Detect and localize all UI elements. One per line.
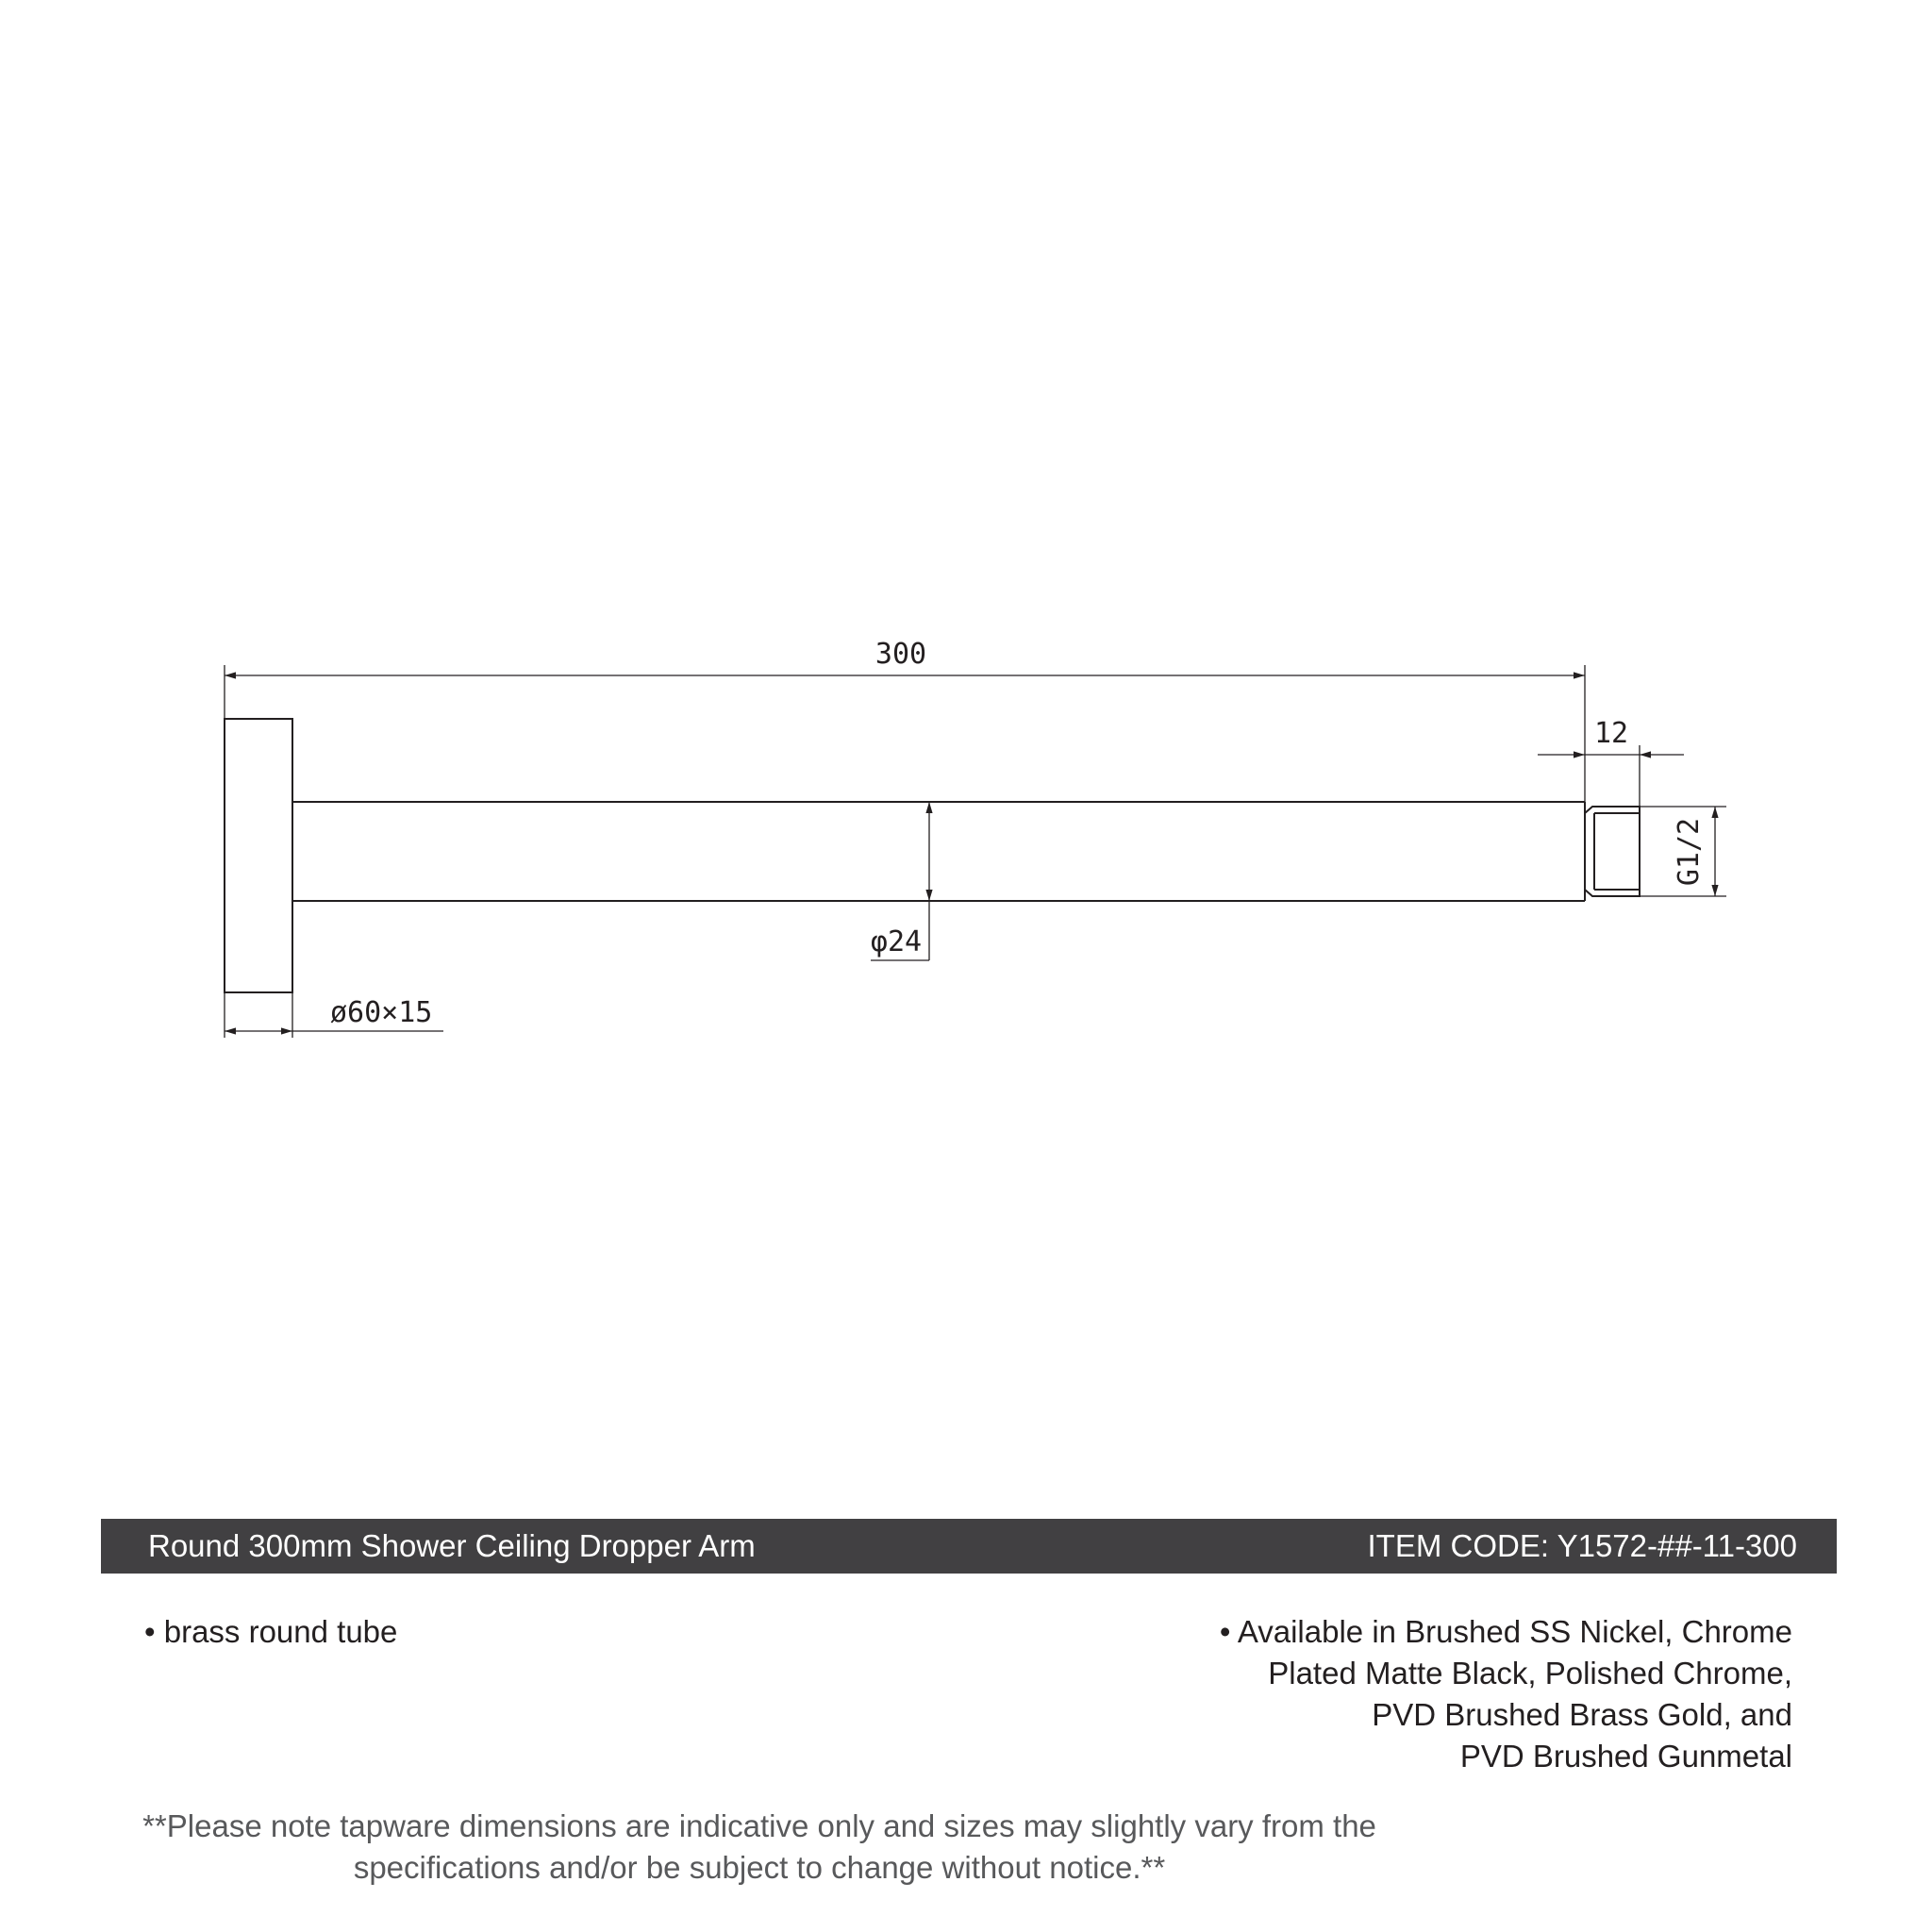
disclaimer-line: specifications and/or be subject to change without notice.** (353, 1850, 1166, 1885)
disclaimer (142, 1806, 1377, 1889)
tube-diameter-label: φ24 (870, 925, 923, 958)
thread-outline (1585, 807, 1640, 896)
thread-length-label: 12 (1593, 717, 1629, 750)
finish-line: • Available in Brushed SS Nickel, Chrome (1219, 1614, 1792, 1649)
finish-availability (1132, 1611, 1792, 1777)
flange-label: ø60×15 (330, 996, 433, 1029)
thread-size-label: G1/2 (1673, 817, 1706, 887)
length-label: 300 (874, 638, 927, 671)
item-code: ITEM CODE: Y1572-##-11-300 (1367, 1528, 1797, 1563)
product-name: Round 300mm Shower Ceiling Dropper Arm (148, 1528, 756, 1563)
finish-line: Plated Matte Black, Polished Chrome, (1268, 1656, 1792, 1690)
finish-line: PVD Brushed Brass Gold, and (1372, 1697, 1792, 1732)
flange-outline (225, 719, 292, 992)
finish-line: PVD Brushed Gunmetal (1459, 1739, 1792, 1774)
title-bar (101, 1519, 1837, 1574)
disclaimer-line: **Please note tapware dimensions are indicative only and sizes may slightly vary from the (142, 1808, 1376, 1843)
feature-brass-tube: • brass round tube (144, 1614, 398, 1649)
